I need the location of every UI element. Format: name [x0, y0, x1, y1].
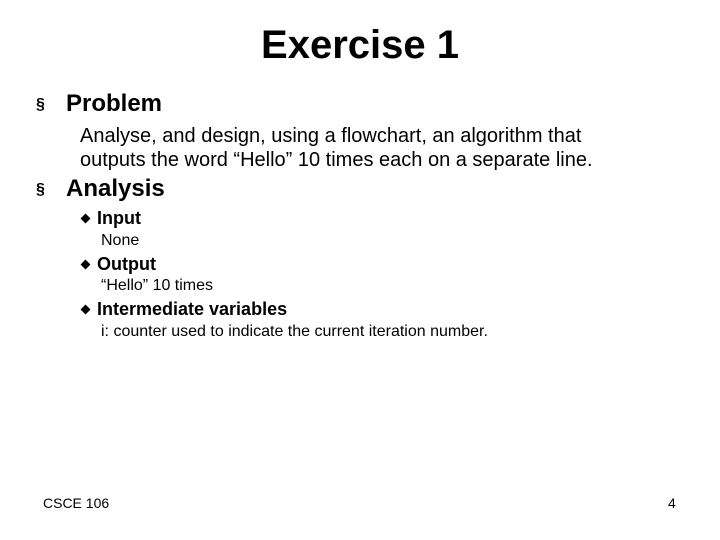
diamond-bullet-icon — [81, 260, 91, 270]
analysis-item-input-detail: None — [101, 232, 140, 249]
analysis-heading: Analysis — [66, 175, 165, 202]
slide-title: Exercise 1 — [261, 23, 459, 67]
problem-text-line-2: outputs the word “Hello” 10 times each on a separate line. — [80, 149, 593, 171]
footer-page-number: 4 — [668, 495, 676, 511]
analysis-item-input-label: Input — [97, 208, 141, 228]
analysis-item-output-label: Output — [97, 254, 156, 274]
diamond-bullet-icon — [81, 305, 91, 315]
footer-course-code: CSCE 106 — [43, 495, 110, 511]
analysis-item-variables-detail: i: counter used to indicate the current iteration number. — [101, 323, 488, 340]
problem-heading: Problem — [66, 90, 163, 117]
diamond-bullet-icon — [81, 214, 91, 224]
problem-bullet: § — [36, 96, 45, 113]
problem-text-line-1: Analyse, and design, using a flowchart, an algorithm that — [80, 125, 582, 147]
analysis-bullet: § — [36, 181, 45, 198]
analysis-item-output-detail: “Hello” 10 times — [101, 277, 214, 294]
analysis-item-variables-label: Intermediate variables — [97, 299, 288, 319]
